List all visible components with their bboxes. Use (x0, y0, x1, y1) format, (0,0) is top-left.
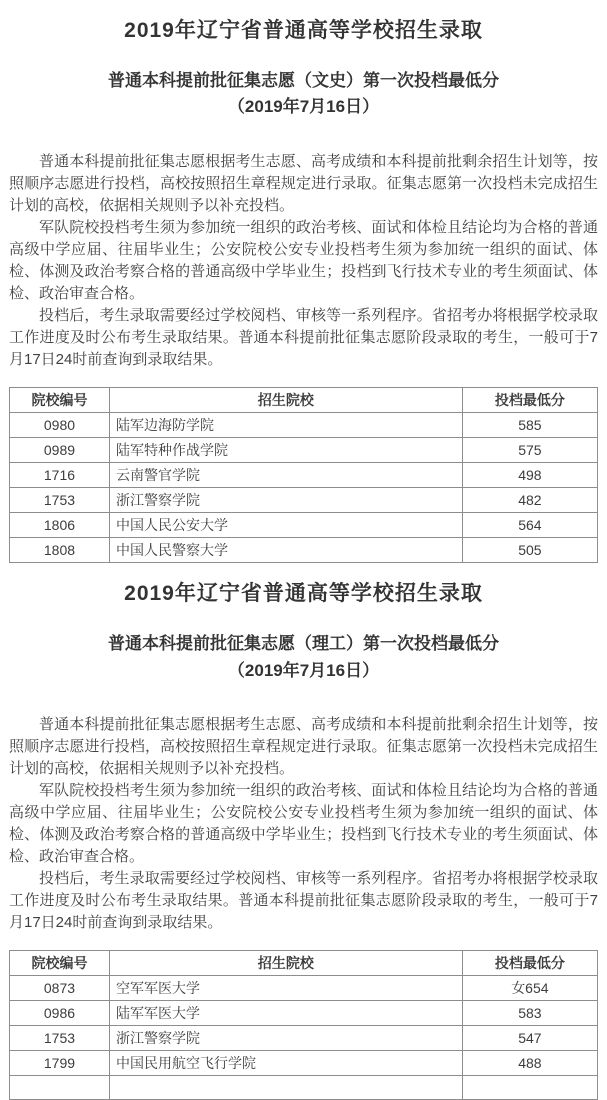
cell-school: 浙江警察学院 (109, 1026, 462, 1051)
subtitle-date: （2019年7月16日） (227, 97, 380, 117)
cell-score: 女654 (462, 976, 597, 1001)
cell-score: 583 (462, 1001, 597, 1026)
section-subtitle (9, 68, 598, 121)
document-title: 2019年辽宁省普通高等学校招生录取 (124, 19, 483, 42)
table-row (10, 438, 598, 463)
cell-score: 585 (462, 413, 597, 438)
cell-score: 564 (462, 513, 597, 538)
cell-school: 云南警官学院 (109, 463, 462, 488)
body-paragraph: 普通本科提前批征集志愿根据考生志愿、高考成绩和本科提前批剩余招生计划等，按照顺序志愿进行投档，高校按照招生章程规定进行录取。征集志愿第一次投档未完成招生计划的高校，依据相关规则予以补充投档。 (9, 715, 598, 777)
subtitle-text: 普通本科提前批征集志愿（理工）第一次投档最低分 (108, 634, 499, 654)
body-paragraphs (9, 151, 598, 371)
cell-school: 中国人民公安大学 (109, 513, 462, 538)
cell-school: 浙江警察学院 (109, 488, 462, 513)
cell-score: 547 (462, 1026, 597, 1051)
table-row-partial (10, 1076, 598, 1100)
cell-school: 中国民用航空飞行学院 (109, 1051, 462, 1076)
table-row (10, 538, 598, 563)
table-header-row (10, 388, 598, 413)
cell-code: 0989 (10, 438, 110, 463)
cell-school: 陆军军医大学 (109, 1001, 462, 1026)
table-row (10, 1026, 598, 1051)
cell-school: 空军军医大学 (109, 976, 462, 1001)
section-divider-space (9, 563, 598, 569)
table-row (10, 413, 598, 438)
admission-score-table-wenshi (9, 387, 598, 563)
document-title: 2019年辽宁省普通高等学校招生录取 (124, 582, 483, 606)
header-cell-score: 投档最低分 (462, 951, 597, 976)
cell-code: 1753 (10, 488, 110, 513)
cell-code (10, 1076, 110, 1100)
header-cell-code: 院校编号 (10, 388, 110, 413)
cell-school: 陆军边海防学院 (109, 413, 462, 438)
cell-score: 505 (462, 538, 597, 563)
cell-code: 0986 (10, 1001, 110, 1026)
cell-code: 1753 (10, 1026, 110, 1051)
cell-score: 498 (462, 463, 597, 488)
section-subtitle (9, 631, 598, 684)
table-row (10, 976, 598, 1001)
cell-school: 中国人民警察大学 (109, 538, 462, 563)
table-row (10, 1051, 598, 1076)
section-ligong (9, 577, 598, 1100)
header-cell-score: 投档最低分 (462, 388, 597, 413)
cell-school: 陆军特种作战学院 (109, 438, 462, 463)
cell-score: 575 (462, 438, 597, 463)
subtitle-date: （2019年7月16日） (227, 660, 380, 680)
cell-code: 1716 (10, 463, 110, 488)
header-cell-school: 招生院校 (109, 388, 462, 413)
table-row (10, 488, 598, 513)
body-paragraph: 普通本科提前批征集志愿根据考生志愿、高考成绩和本科提前批剩余招生计划等，按照顺序志愿进行投档，高校按照招生章程规定进行录取。征集志愿第一次投档未完成招生计划的高校，依据相关规则予以补充投档。 (9, 152, 598, 214)
table-row (10, 513, 598, 538)
cell-code: 0980 (10, 413, 110, 438)
header-cell-school: 招生院校 (109, 951, 462, 976)
cell-code: 1799 (10, 1051, 110, 1076)
cell-score (462, 1076, 597, 1100)
admission-score-table-ligong (9, 950, 598, 1100)
body-paragraph: 军队院校投档考生须为参加统一组织的政治考核、面试和体检且结论均为合格的普通高级中学应届、往届毕业生；公安院校公安专业投档考生须为参加统一组织的面试、体检、体测及政治考察合格的普通高级中学毕业生；投档到飞行技术专业的考生须面试、体检、政治审查合格。 (9, 781, 598, 866)
cell-code: 0873 (10, 976, 110, 1001)
body-paragraphs (9, 714, 598, 934)
cell-code: 1806 (10, 513, 110, 538)
table-row (10, 463, 598, 488)
cell-school (109, 1076, 462, 1100)
table-header-row (10, 951, 598, 976)
section-wenshi (9, 14, 598, 563)
body-paragraph: 军队院校投档考生须为参加统一组织的政治考核、面试和体检且结论均为合格的普通高级中学应届、往届毕业生；公安院校公安专业投档考生须为参加统一组织的面试、体检、体测及政治考察合格的普通高级中学毕业生；投档到飞行技术专业的考生须面试、体检、政治审查合格。 (9, 218, 598, 302)
body-paragraph: 投档后，考生录取需要经过学校阅档、审核等一系列程序。省招考办将根据学校录取工作进度及时公布考生录取结果。普通本科提前批征集志愿阶段录取的考生，一般可于7月17日24时前查询到录取结果。 (9, 870, 598, 932)
cell-code: 1808 (10, 538, 110, 563)
cell-score: 488 (462, 1051, 597, 1076)
header-cell-code: 院校编号 (10, 951, 110, 976)
subtitle-text: 普通本科提前批征集志愿（文史）第一次投档最低分 (108, 71, 499, 90)
table-row (10, 1001, 598, 1026)
cell-score: 482 (462, 488, 597, 513)
body-paragraph: 投档后，考生录取需要经过学校阅档、审核等一系列程序。省招考办将根据学校录取工作进度及时公布考生录取结果。普通本科提前批征集志愿阶段录取的考生，一般可于7月17日24时前查询到录取结果。 (9, 307, 598, 369)
